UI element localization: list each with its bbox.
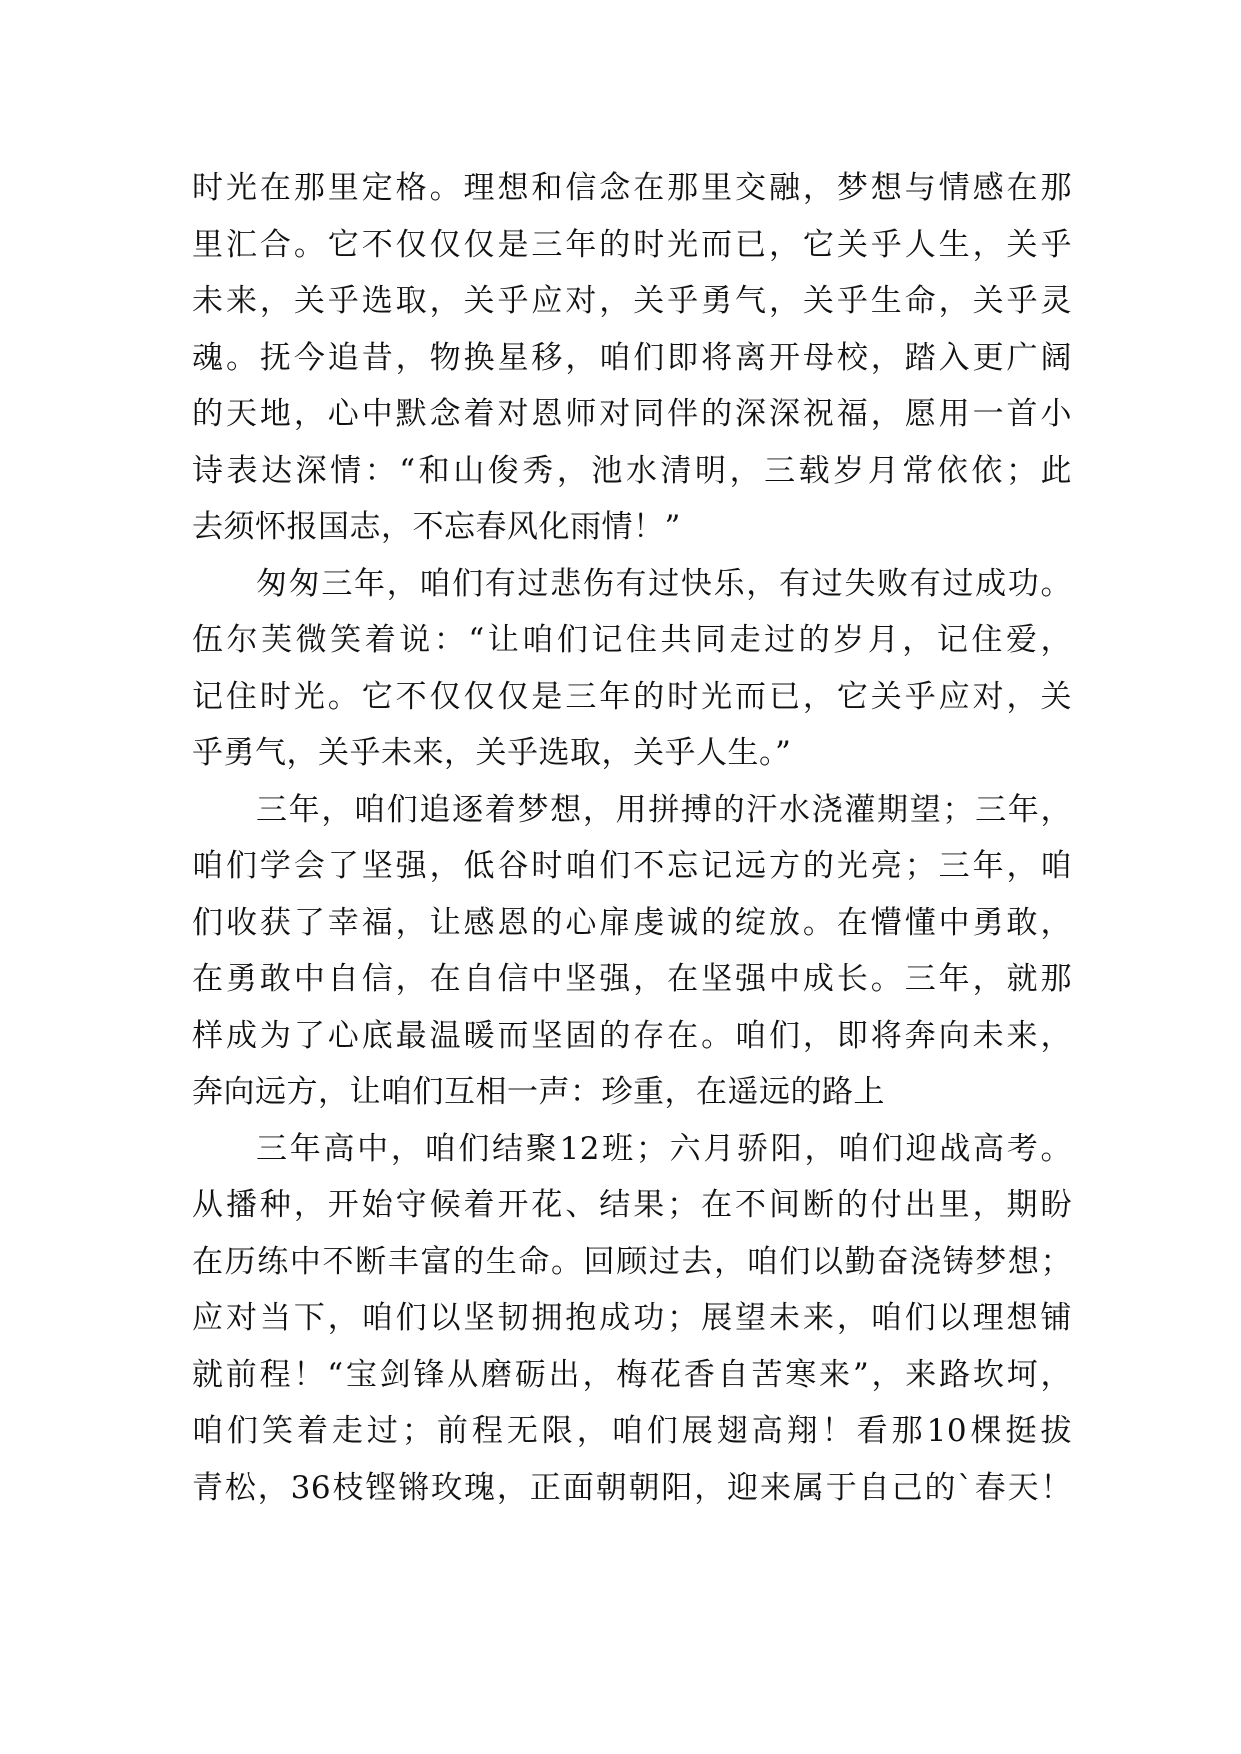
text-line: 样成为了心底最温暖而坚固的存在。咱们，即将奔向未来，	[192, 1017, 1072, 1054]
text-line: 三年，咱们追逐着梦想，用拼搏的汗水浇灌期望；三年，	[256, 791, 1072, 828]
text-line: 记住时光。它不仅仅仅是三年的时光而已，它关乎应对，关	[192, 678, 1072, 715]
text-line: 在历练中不断丰富的生命。回顾过去，咱们以勤奋浇铸梦想；	[192, 1243, 1072, 1280]
text-line: 乎勇气，关乎未来，关乎选取，关乎人生。”	[192, 735, 792, 771]
text-line: 奔向远方，让咱们互相一声：珍重，在遥远的路上	[192, 1074, 885, 1110]
text-line: 咱们笑着走过；前程无限，咱们展翅高翔！看那10棵挺拔	[192, 1413, 1072, 1449]
text-line: 时光在那里定格。理想和信念在那里交融，梦想与情感在那	[192, 170, 1072, 206]
text-line: 就前程！“宝剑锋从磨砺出，梅花香自苦寒来”，来路坎坷，	[192, 1356, 1072, 1393]
text-line: 里汇合。它不仅仅仅是三年的时光而已，它关乎人生，关乎	[192, 226, 1072, 263]
text-line: 魂。抚今追昔，物换星移，咱们即将离开母校，踏入更广阔	[192, 339, 1072, 376]
text-line: 从播种，开始守候着开花、结果；在不间断的付出里，期盼	[192, 1187, 1072, 1223]
text-line: 应对当下，咱们以坚韧拥抱成功；展望未来，咱们以理想铺	[192, 1300, 1072, 1336]
text-line: 未来，关乎选取，关乎应对，关乎勇气，关乎生命，关乎灵	[192, 283, 1072, 319]
text-line: 的天地，心中默念着对恩师对同伴的深深祝福，愿用一首小	[192, 396, 1072, 432]
text-line: 三年高中，咱们结聚12班；六月骄阳，咱们迎战高考。	[256, 1130, 1072, 1167]
text-line: 咱们学会了坚强，低谷时咱们不忘记远方的光亮；三年，咱	[192, 848, 1072, 884]
paragraph-1	[192, 160, 1072, 556]
text-line: 匆匆三年，咱们有过悲伤有过快乐，有过失败有过成功。	[256, 565, 1072, 602]
paragraph-4	[192, 1121, 1072, 1517]
paragraph-2	[192, 556, 1072, 782]
text-line: 在勇敢中自信，在自信中坚强，在坚强中成长。三年，就那	[192, 961, 1072, 997]
document-body	[192, 160, 1072, 1516]
text-line: 伍尔芙微笑着说：“让咱们记住共同走过的岁月，记住爱，	[192, 622, 1072, 658]
paragraph-3	[192, 782, 1072, 1121]
text-line: 们收获了幸福，让感恩的心扉虔诚的绽放。在懵懂中勇敢，	[192, 904, 1072, 941]
text-line: 青松，36枝铿锵玫瑰，正面朝朝阳，迎来属于自己的`春天！	[192, 1469, 1072, 1506]
text-line: 诗表达深情：“和山俊秀，池水清明，三载岁月常依依；此	[192, 452, 1072, 489]
text-line: 去须怀报国志，不忘春风化雨情！”	[192, 509, 681, 545]
